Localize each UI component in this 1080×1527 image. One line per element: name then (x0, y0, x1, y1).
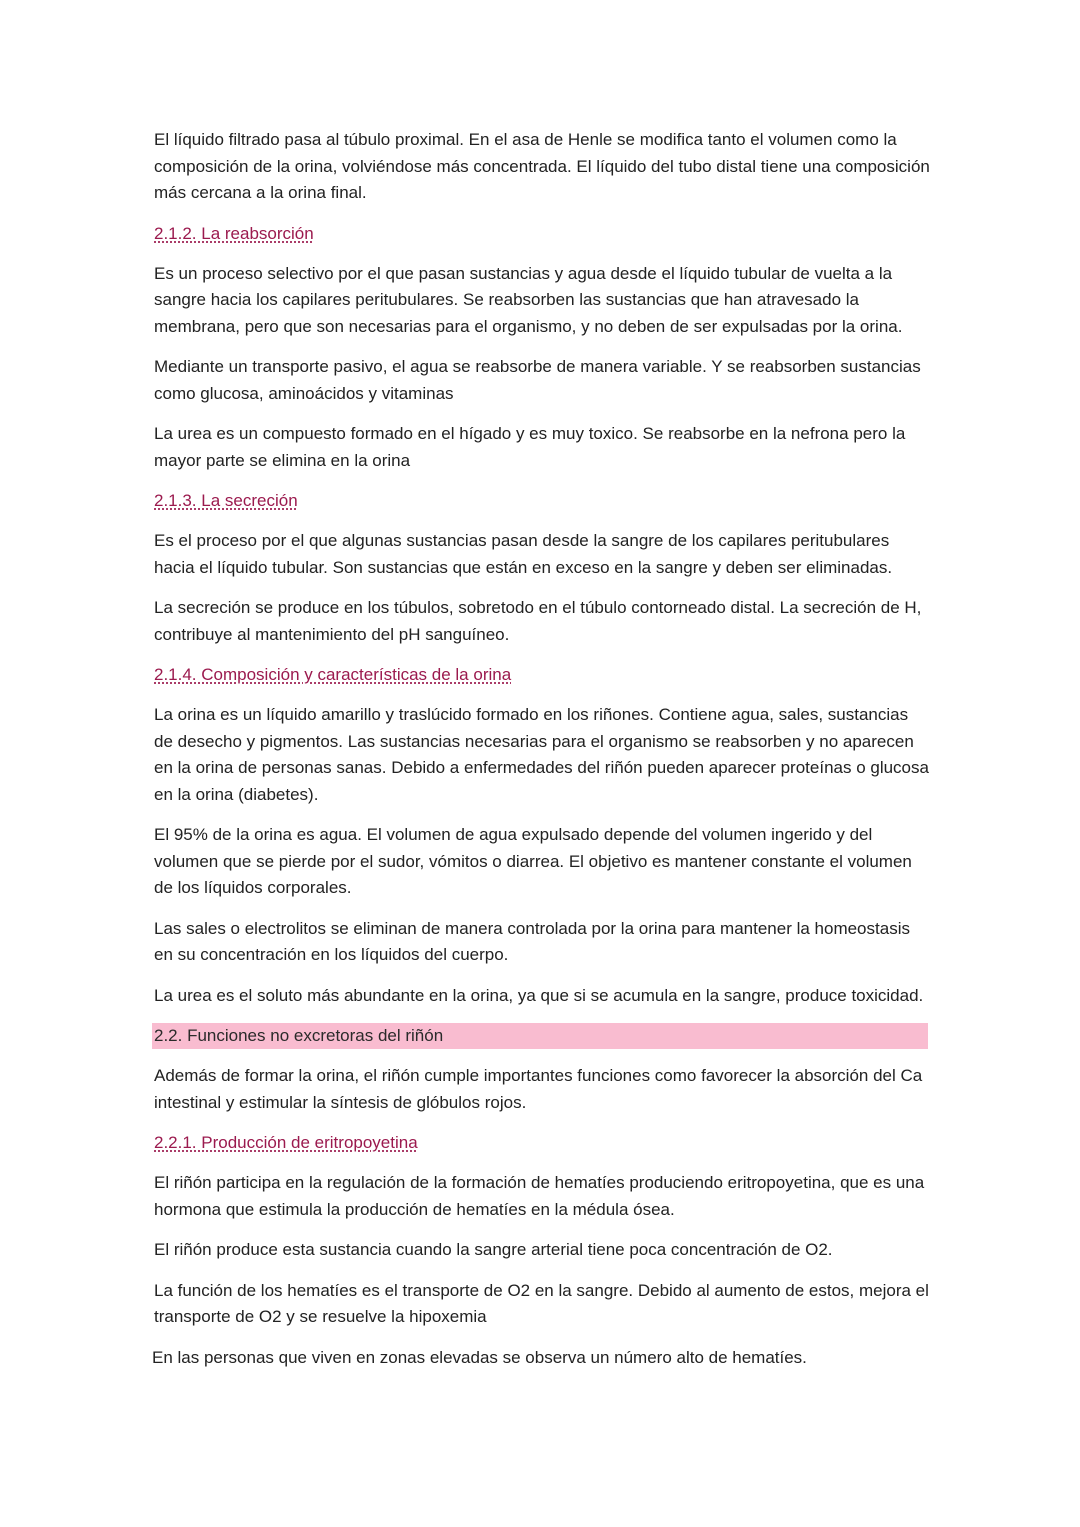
heading-eritropoyetina: 2.2.1. Producción de eritropoyetina (154, 1133, 418, 1152)
paragraph-secrecion-definicion: Es el proceso por el que algunas sustancias pasan desde la sangre de los capilares peritubulares hacia el líquido tubular. Son sustancias que están en exceso en la sangre y deben ser eliminadas. (154, 531, 893, 577)
paragraph-sales-electrolitos: Las sales o electrolitos se eliminan de manera controlada por la orina para mantener la homeostasis en su concentración en los líquidos del cuerpo. (154, 918, 910, 964)
paragraph-funciones-rinon: Además de formar la orina, el riñón cumple importantes funciones como favorecer la absorción del Ca intestinal y estimular la síntesis de glóbulos rojos. (154, 1066, 923, 1112)
paragraph-orina-liquido: La orina es un líquido amarillo y traslúcido formado en los riñones. Contiene agua, sales, sustancias de desecho y pigmentos. Las sustancias necesarias para el organismo se reabsorben y no aparecen en la orina de personas sanas. Debido a enfermedades del riñón pueden aparecer proteínas o glucosa en la orina (diabetes). (154, 705, 929, 804)
heading-composicion-orina: 2.1.4. Composición y características de la orina (154, 665, 512, 684)
section-heading-funciones-no-excretoras: 2.2. Funciones no excretoras del riñón (152, 1023, 928, 1049)
paragraph-urea-soluto: La urea es el soluto más abundante en la orina, ya que si se acumula en la sangre, produce toxicidad. (154, 985, 924, 1005)
paragraph-zonas-elevadas: En las personas que viven en zonas elevadas se observa un número alto de hematíes. (152, 1347, 807, 1367)
paragraph-transporte-pasivo: Mediante un transporte pasivo, el agua se reabsorbe de manera variable. Y se reabsorben sustancias como glucosa, aminoácidos y vitaminas (154, 357, 921, 403)
paragraph-hematies-funcion: La función de los hematíes es el transporte de O2 en la sangre. Debido al aumento de estos, mejora el transporte de O2 y se resuelve la hipoxemia (154, 1280, 929, 1326)
paragraph-filtrado: El líquido filtrado pasa al túbulo proximal. En el asa de Henle se modifica tanto el volumen como la composición de la orina, volviéndose más concentrada. El líquido del tubo distal tiene una composición más cercana a la orina final. (154, 130, 930, 202)
paragraph-urea-higado: La urea es un compuesto formado en el hígado y es muy toxico. Se reabsorbe en la nefrona pero la mayor parte se elimina en la orina (154, 424, 906, 470)
heading-secrecion: 2.1.3. La secreción (154, 491, 298, 510)
paragraph-eritropoyetina-o2: El riñón produce esta sustancia cuando la sangre arterial tiene poca concentración de O2. (154, 1240, 833, 1259)
paragraph-secrecion-tubulos: La secreción se produce en los túbulos, sobretodo en el túbulo contorneado distal. La secreción de H, contribuye al mantenimiento del pH sanguíneo. (154, 598, 922, 644)
heading-reabsorcion: 2.1.2. La reabsorción (154, 223, 314, 243)
paragraph-reabsorcion-definicion: Es un proceso selectivo por el que pasan sustancias y agua desde el líquido tubular de vuelta a la sangre hacia los capilares peritubulares. Se reabsorben las sustancias que han atravesado la membrana, pero que son necesarias para el organismo, y no deben de ser expulsadas por la orina. (154, 263, 903, 336)
paragraph-orina-agua: El 95% de la orina es agua. El volumen de agua expulsado depende del volumen ingerido y del volumen que se pierde por el sudor, vómitos o diarrea. El objetivo es mantener constante el volumen de los líquidos corporales. (154, 825, 912, 897)
paragraph-eritropoyetina-regulacion: El riñón participa en la regulación de la formación de hematíes produciendo eritropoyetina, que es una hormona que estimula la producción de hematíes en la médula ósea. (154, 1173, 925, 1219)
document-page (154, 127, 930, 1385)
